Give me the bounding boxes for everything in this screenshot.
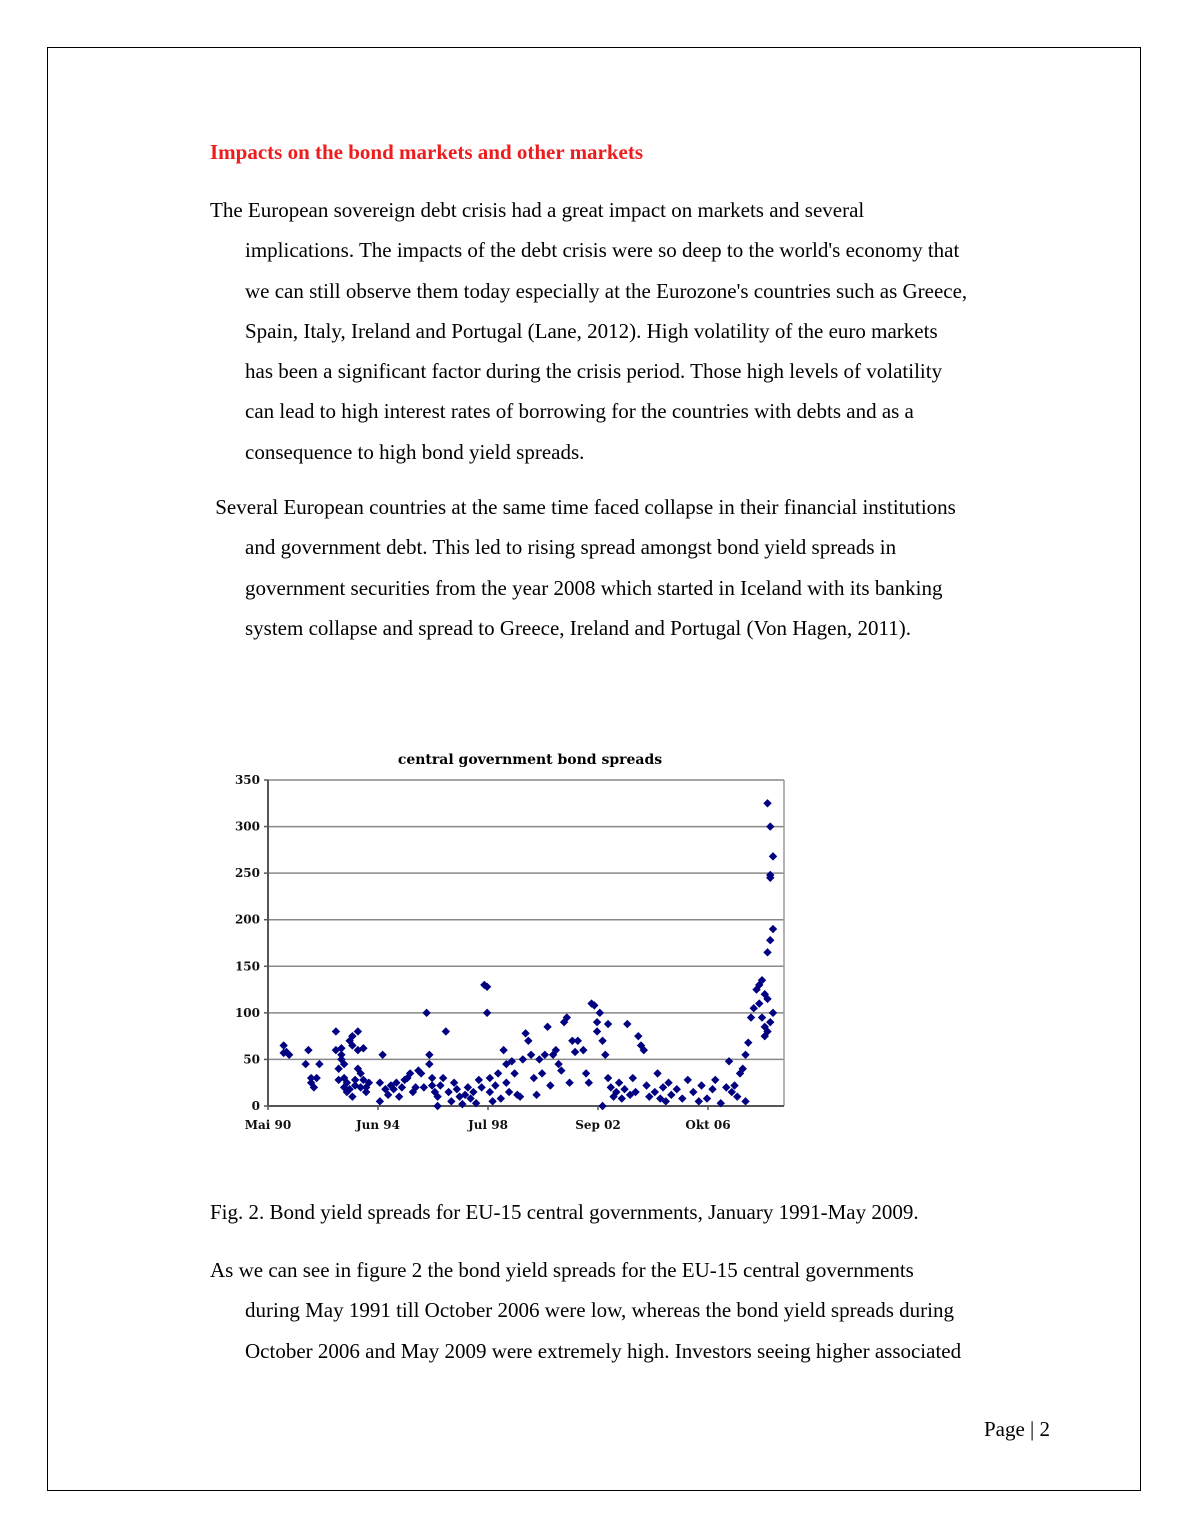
figure-caption: Fig. 2. Bond yield spreads for EU-15 central governments, January 1991-May 2009. (210, 1200, 919, 1224)
paragraph-line: has been a significant factor during the crisis period. Those high levels of volatility (245, 359, 943, 384)
svg-text:300: 300 (234, 819, 260, 834)
svg-text:Jul 98: Jul 98 (468, 1118, 508, 1132)
scatter-plot (222, 740, 802, 1140)
svg-text:Sep 02: Sep 02 (575, 1118, 621, 1132)
page-number: Page | 2 (983, 1417, 1050, 1441)
paragraph-line: and government debt. This led to rising spread amongst bond yield spreads in (245, 535, 897, 560)
paragraph-3 (210, 1250, 1060, 1371)
paragraph-line: Several European countries at the same time faced collapse in their financial institutions (210, 495, 956, 519)
paragraph-line: during May 1991 till October 2006 were low, whereas the bond yield spreads during (245, 1298, 954, 1323)
svg-text:350: 350 (234, 773, 260, 787)
chart-title: central government bond spreads (397, 752, 663, 768)
svg-text:Mai 90: Mai 90 (244, 1118, 292, 1132)
paragraph-line: Spain, Italy, Ireland and Portugal (Lane, 2012). High volatility of the euro markets (245, 318, 938, 343)
chart-gridlines (268, 780, 784, 1106)
svg-text:Okt 06: Okt 06 (685, 1118, 731, 1132)
paragraph-line: As we can see in figure 2 the bond yield spreads for the EU-15 central governments (210, 1258, 914, 1282)
svg-text:200: 200 (234, 912, 260, 927)
svg-text:Jun 94: Jun 94 (355, 1118, 401, 1132)
svg-text:100: 100 (234, 1005, 260, 1020)
paragraph-1 (210, 190, 1060, 472)
y-axis-ticks (235, 773, 268, 1113)
svg-text:0: 0 (251, 1099, 260, 1113)
paragraph-line: October 2006 and May 2009 were extremely high. Investors seeing higher associated (245, 1338, 962, 1363)
bond-spreads-chart (222, 740, 802, 1140)
paragraph-line: we can still observe them today especially at the Eurozone's countries such as Greece, (245, 278, 968, 303)
svg-text:150: 150 (234, 959, 260, 974)
section-heading: Impacts on the bond markets and other markets (210, 140, 644, 164)
svg-text:250: 250 (234, 866, 260, 881)
paragraph-line: government securities from the year 2008 which started in Iceland with its banking (245, 575, 943, 600)
paragraph-line: system collapse and spread to Greece, Ireland and Portugal (Von Hagen, 2011). (245, 615, 911, 640)
paragraph-line: consequence to high bond yield spreads. (245, 439, 585, 464)
paragraph-line: can lead to high interest rates of borrowing for the countries with debts and as a (245, 399, 914, 424)
data-points (279, 799, 777, 1110)
svg-text:50: 50 (243, 1052, 260, 1067)
paragraph-2 (210, 487, 1060, 648)
paragraph-line: implications. The impacts of the debt crisis were so deep to the world's economy that (245, 238, 960, 263)
x-axis-ticks (245, 1106, 731, 1132)
paragraph-line: The European sovereign debt crisis had a great impact on markets and several (210, 198, 865, 222)
